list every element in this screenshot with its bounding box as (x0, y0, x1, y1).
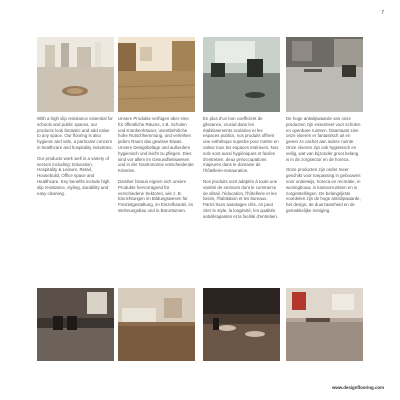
photo-school-corridor (118, 37, 195, 112)
paragraph: Nos produits sont adaptés à toute une variété de secteurs dont le commerce de détail, l'éducation, l'hôtellerie et les loisirs, l'habitation et les bureaux. Parmi leurs avantages clés, on peut citer le style, la longévité, les qualités antidérapantes et la facilité d'entretien. (203, 178, 279, 219)
text-column-german (118, 116, 194, 219)
paragraph: De hoge antislipwaarde van onze producten zijn essentieel voor scholen en openbare ruimten. Daarnaast zien onze vloeren er fantastisch uit en geven ze cachet aan iedere ruimte. Onze vloeren zijn ook hygiënisch en veilig, wat van bijzonder groot belang is in de zorgsector en de horeca. (286, 116, 361, 162)
paragraph: En plus d'un bon coefficient de glissance, crucial dans les établissements scolaires et les espaces publics, nos produits offrent une esthétique superbe pour mettre en valeur tous les espaces intérieurs. Nos sols sont aussi hygiéniques et faciles d'entretien, deux préoccupations majeures dans le domaine de l'hôtellerie-restauration. (203, 116, 279, 174)
text-column-english (37, 116, 113, 201)
photo-dining-room (286, 288, 363, 361)
paragraph: With a high slip resistance essential for schools and public spaces, our products look fantastic and add value to any space. Our flooring is also hygienic and safe, a particular concern in healthcare and hospitality industries. (37, 116, 113, 150)
paragraph: Onze producten zijn onder meer geschikt voor toepassing in gebouwen voor onderwijs, horeca en recreatie, in woningbouw, in kantoorruimten en in zorginstellingen. De belangrijkste voordelen zijn de hoge antislipwaarde, het design, de duurzaamheid en de gemakkelijke reiniging. (286, 167, 361, 213)
footer-website: www.designflooring.com (331, 385, 384, 390)
photo-cafe-tables (203, 288, 280, 361)
photo-living-room (118, 288, 195, 361)
paragraph: Darüber hinaus eignen sich unsere Produkte hervorragend für verschiedene Sektoren, wie z. B. Einrichtungen im Bildungswesen für Freizeitgestaltung, im Einzelhandel, im Wohnungsbau und in Büroräumen. (118, 178, 194, 213)
text-column-dutch (286, 116, 362, 219)
photo-office-chairs (203, 37, 280, 112)
photo-restaurant-interior (286, 37, 363, 112)
paragraph: Unsere Produkte verfügen über eine für öffentliche Räume, z.B. Schulen und Krankenhäuser, unentbehrliche hohe Rutschhemmung, und verleihen jedem Raum das gewisse Etwas. Unsere Designbeläge und außerdem hygienisch und leicht zu pflegen. Dies sind vor allem im Gesundheitswesen und in der Gastronomie entscheidende Kriterien. (118, 116, 194, 174)
text-column-french (203, 116, 279, 225)
photo-bar-interior (37, 288, 114, 361)
page-number: 7 (381, 10, 384, 16)
paragraph: Our products work well in a variety of sectors including: Education, Hospitality & Leisure, Retail, Housebuild, Office space and Healthcare. Key benefits include high slip resistance, styling, durability and easy cleaning. (37, 155, 110, 196)
photo-hospital-lobby (37, 37, 114, 112)
